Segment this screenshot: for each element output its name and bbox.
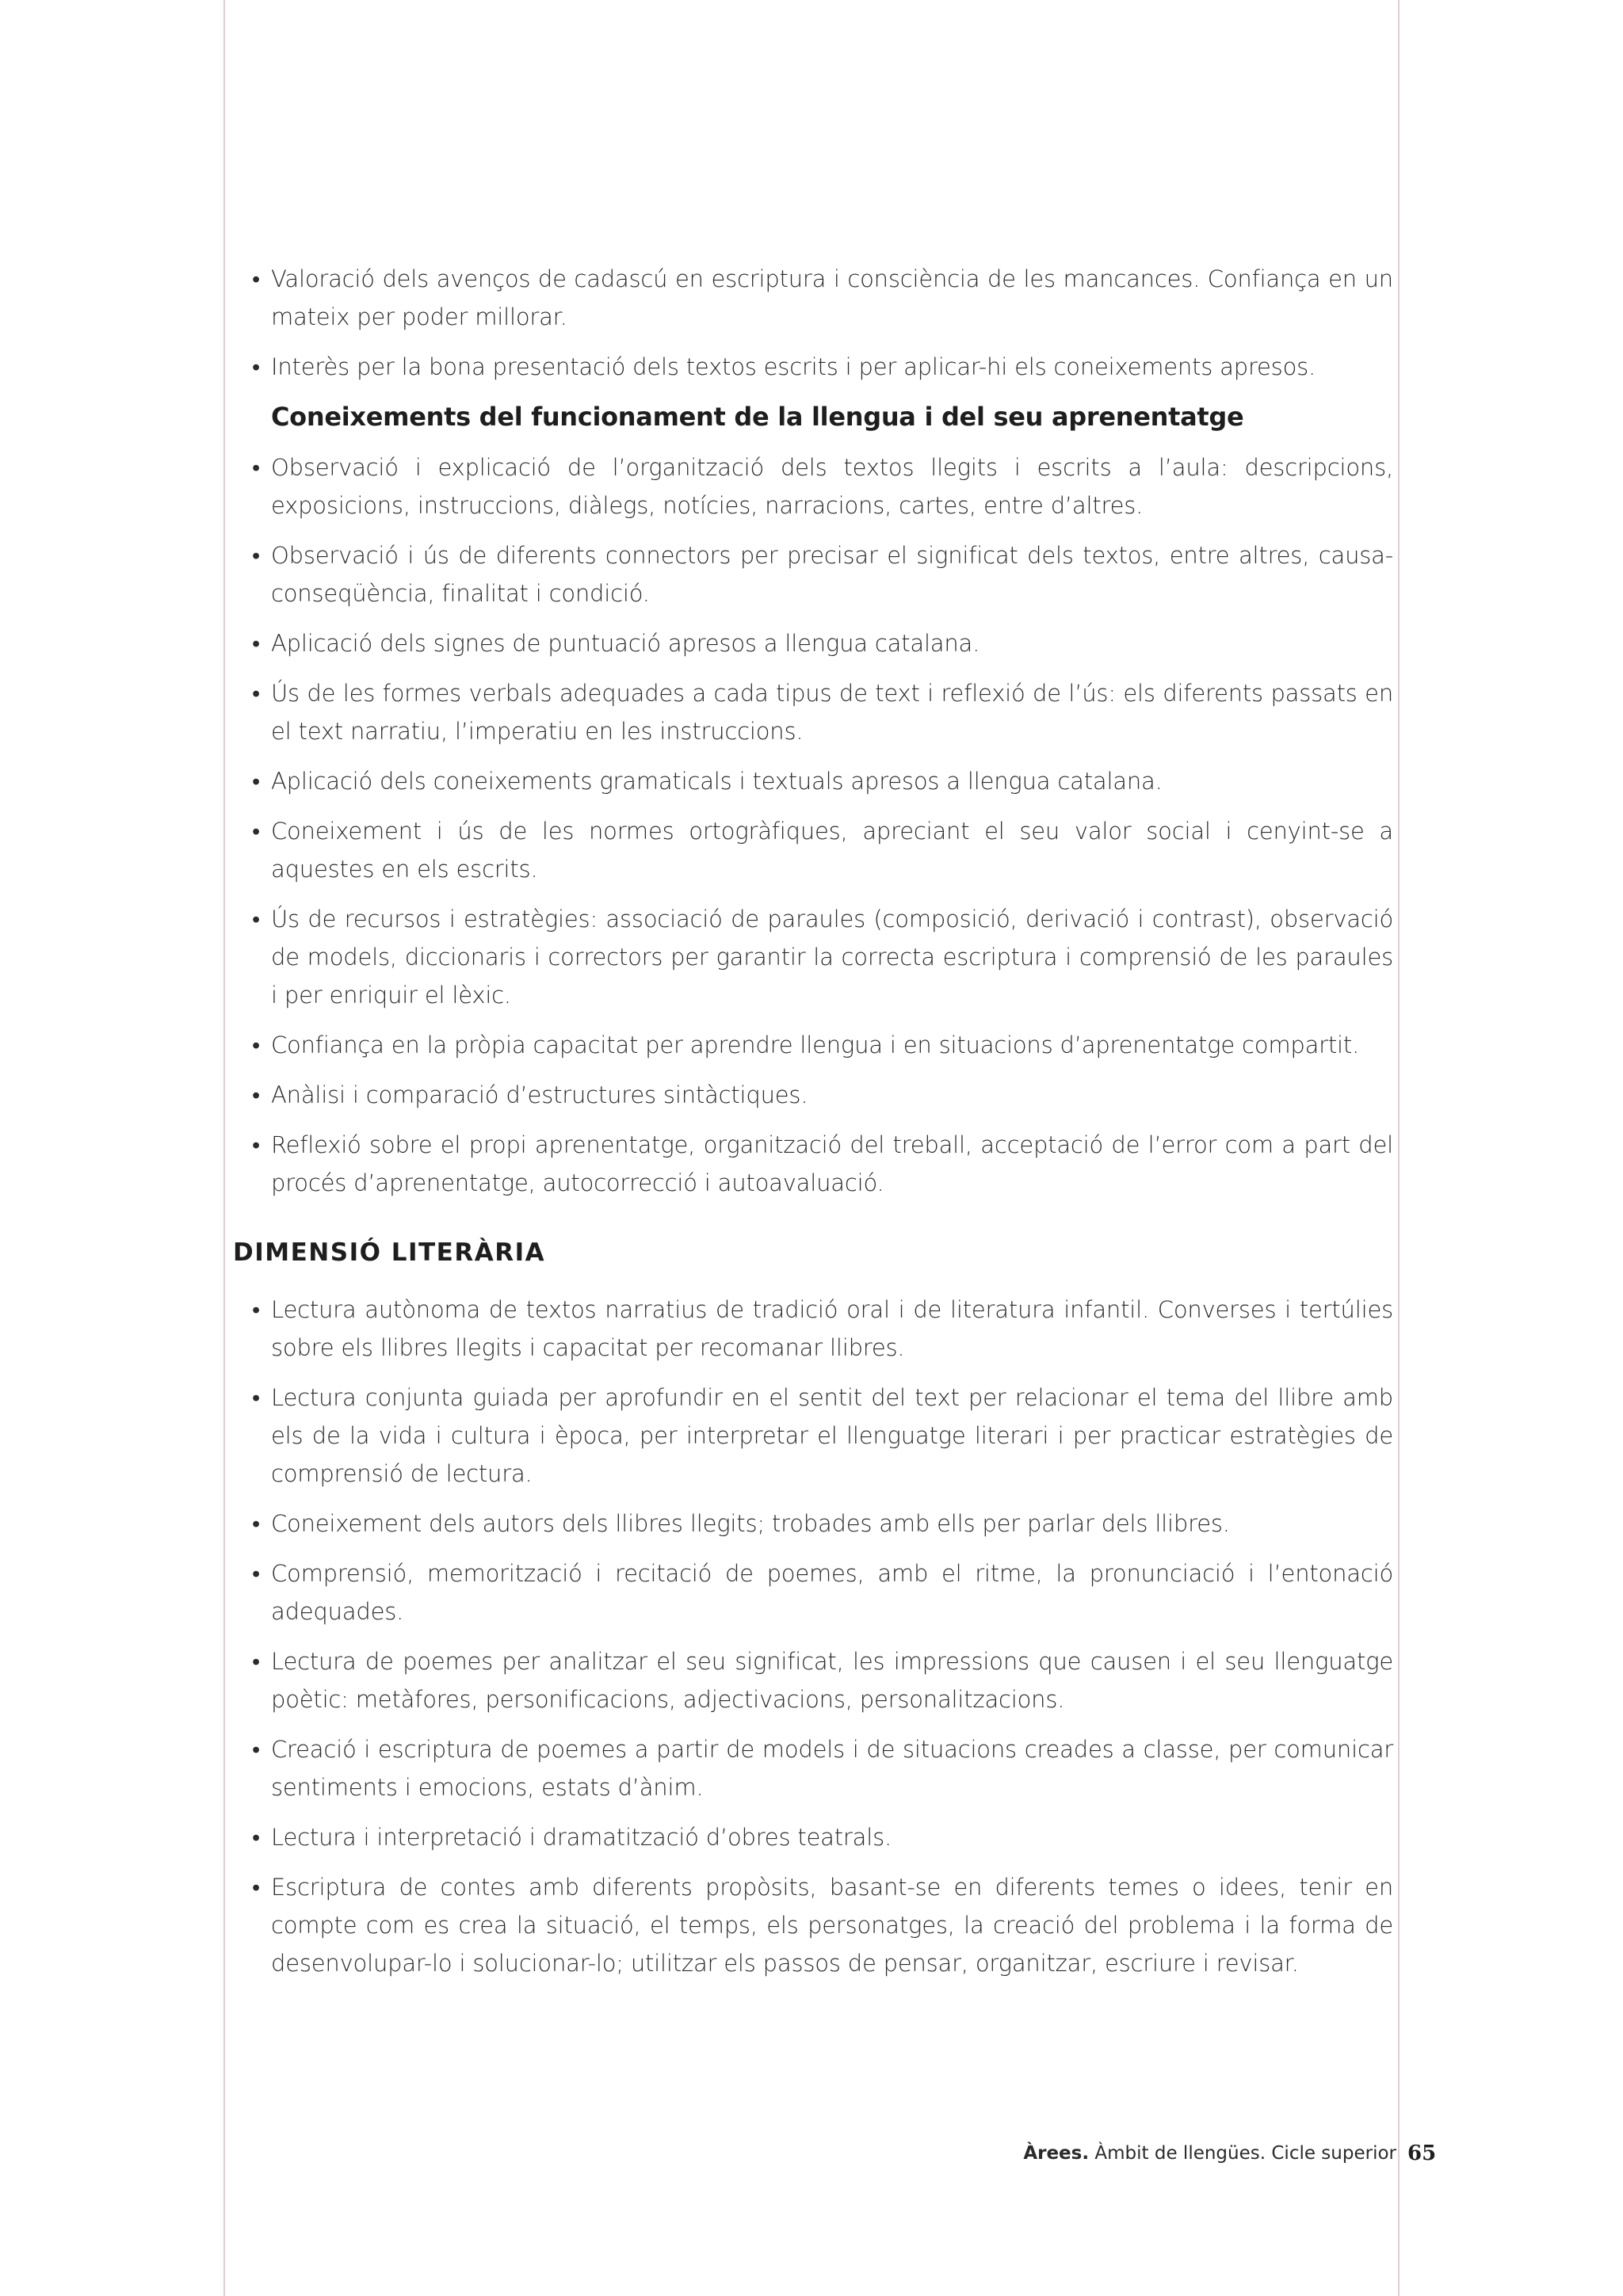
list-item bbox=[233, 1379, 1393, 1493]
footer-subtitle: Àmbit de llengües. Cicle superior bbox=[1094, 2143, 1396, 2164]
bullet-icon: • bbox=[252, 1648, 260, 1675]
list-item-text: Anàlisi i comparació d’estructures sintàctiques. bbox=[271, 1081, 808, 1108]
list-item bbox=[233, 624, 1393, 662]
left-margin-line bbox=[223, 0, 225, 2296]
list-item-text: Valoració dels avenços de cadascú en escriptura i consciència de les mancances. Confiança en un mateix per poder millorar. bbox=[271, 265, 1393, 330]
bullet-icon: • bbox=[252, 1736, 260, 1763]
bullet-icon: • bbox=[252, 1296, 260, 1323]
bullet-icon: • bbox=[252, 1510, 260, 1537]
bullet-icon: • bbox=[252, 768, 260, 795]
list-item-text: Ús de recursos i estratègies: associació de paraules (composició, derivació i contrast), observació de models, diccionaris i correctors per garantir la correcta escriptura i comprensió de les paraules i per enriquir el lèxic. bbox=[271, 906, 1393, 1009]
list-item bbox=[233, 812, 1393, 888]
bullet-icon: • bbox=[252, 630, 260, 657]
page-footer bbox=[1023, 2139, 1396, 2168]
bullet-icon: • bbox=[252, 353, 260, 380]
list-item-text: Lectura i interpretació i dramatització d’obres teatrals. bbox=[271, 1824, 892, 1851]
knowledge-list bbox=[233, 448, 1393, 1202]
list-item-text: Observació i ús de diferents connectors per precisar el significat dels textos, entre altres, causa-conseqüència, finalitat i condició. bbox=[271, 542, 1393, 607]
footer-area-label: Àrees. bbox=[1023, 2143, 1090, 2164]
list-item-text: Observació i explicació de l’organització dels textos llegits i escrits a l’aula: descripcions, exposicions, instruccions, diàlegs, notícies, narracions, cartes, entre d’altres. bbox=[271, 454, 1393, 519]
list-item bbox=[233, 1642, 1393, 1718]
list-item-text: Ús de les formes verbals adequades a cada tipus de text i reflexió de l’ús: els diferents passats en el text narratiu, l’imperatiu en les instruccions. bbox=[271, 680, 1393, 745]
literary-section-heading: DIMENSIÓ LITERÀRIA bbox=[233, 1238, 546, 1267]
bullet-icon: • bbox=[252, 454, 260, 481]
list-item bbox=[233, 448, 1393, 524]
list-item-text: Lectura conjunta guiada per aprofundir en el sentit del text per relacionar el tema del llibre amb els de la vida i cultura i època, per interpretar el llenguatge literari i per practicar estratègies de comprensió de lectura. bbox=[271, 1384, 1393, 1487]
bullet-icon: • bbox=[252, 680, 260, 707]
list-item bbox=[233, 1126, 1393, 1202]
list-item-text: Coneixement dels autors dels llibres llegits; trobades amb ells per parlar dels llibres. bbox=[271, 1510, 1230, 1537]
list-item bbox=[233, 1818, 1393, 1856]
list-item-text: Creació i escriptura de poemes a partir de models i de situacions creades a classe, per comunicar sentiments i emocions, estats d’ànim. bbox=[271, 1736, 1393, 1801]
bullet-icon: • bbox=[252, 542, 260, 569]
bullet-icon: • bbox=[252, 1384, 260, 1411]
bullet-icon: • bbox=[252, 1560, 260, 1587]
list-item-text: Lectura de poemes per analitzar el seu significat, les impressions que causen i el seu llenguatge poètic: metàfores, personificacions, adjectivacions, personalitzacions. bbox=[271, 1648, 1393, 1713]
list-item bbox=[233, 1868, 1393, 1982]
list-item-text: Reflexió sobre el propi aprenentatge, organització del treball, acceptació de l’error com a part del procés d’aprenentatge, autocorrecció i autoavaluació. bbox=[271, 1131, 1393, 1196]
list-item-text: Coneixement i ús de les normes ortogràfiques, apreciant el seu valor social i cenyint-se a aquestes en els escrits. bbox=[271, 818, 1393, 883]
list-item bbox=[233, 1291, 1393, 1367]
list-item bbox=[233, 1730, 1393, 1806]
list-item bbox=[233, 674, 1393, 750]
list-item bbox=[233, 1505, 1393, 1543]
list-item bbox=[233, 1076, 1393, 1114]
right-margin-line bbox=[1398, 0, 1400, 2296]
list-item bbox=[233, 536, 1393, 612]
knowledge-heading: Coneixements del funcionament de la llengua i del seu aprenentatge bbox=[271, 402, 1244, 432]
bullet-icon: • bbox=[252, 906, 260, 933]
list-item bbox=[233, 1026, 1393, 1064]
list-item-text: Aplicació dels coneixements gramaticals i textuals apresos a llengua catalana. bbox=[271, 768, 1163, 795]
bullet-icon: • bbox=[252, 1874, 260, 1901]
list-item-text: Lectura autònoma de textos narratius de tradició oral i de literatura infantil. Converses i tertúlies sobre els llibres llegits i capacitat per recomanar llibres. bbox=[271, 1296, 1393, 1361]
list-item bbox=[233, 348, 1393, 386]
page-number: 65 bbox=[1407, 2142, 1437, 2165]
bullet-icon: • bbox=[252, 1081, 260, 1108]
bullet-icon: • bbox=[252, 265, 260, 292]
list-item-text: Interès per la bona presentació dels textos escrits i per aplicar-hi els coneixements apresos. bbox=[271, 353, 1316, 380]
list-item-text: Confiança en la pròpia capacitat per aprendre llengua i en situacions d’aprenentatge compartit. bbox=[271, 1032, 1360, 1058]
list-item-text: Comprensió, memorització i recitació de poemes, amb el ritme, la pronunciació i l’entonació adequades. bbox=[271, 1560, 1393, 1625]
bullet-icon: • bbox=[252, 1032, 260, 1058]
bullet-icon: • bbox=[252, 818, 260, 845]
list-item-text: Escriptura de contes amb diferents propòsits, basant-se en diferents temes o idees, tenir en compte com es crea la situació, el temps, els personatges, la creació del problema i la forma de desenvolupar-lo i solucionar-lo; utilitzar els passos de pensar, organitzar, escriure i revisar. bbox=[271, 1874, 1393, 1977]
list-item bbox=[233, 900, 1393, 1014]
list-item-text: Aplicació dels signes de puntuació apresos a llengua catalana. bbox=[271, 630, 980, 657]
intro-list bbox=[233, 260, 1393, 386]
literary-list bbox=[233, 1291, 1393, 1982]
list-item bbox=[233, 1554, 1393, 1630]
list-item bbox=[233, 260, 1393, 336]
list-item bbox=[233, 762, 1393, 800]
page-content bbox=[233, 260, 1393, 1994]
bullet-icon: • bbox=[252, 1131, 260, 1158]
bullet-icon: • bbox=[252, 1824, 260, 1851]
